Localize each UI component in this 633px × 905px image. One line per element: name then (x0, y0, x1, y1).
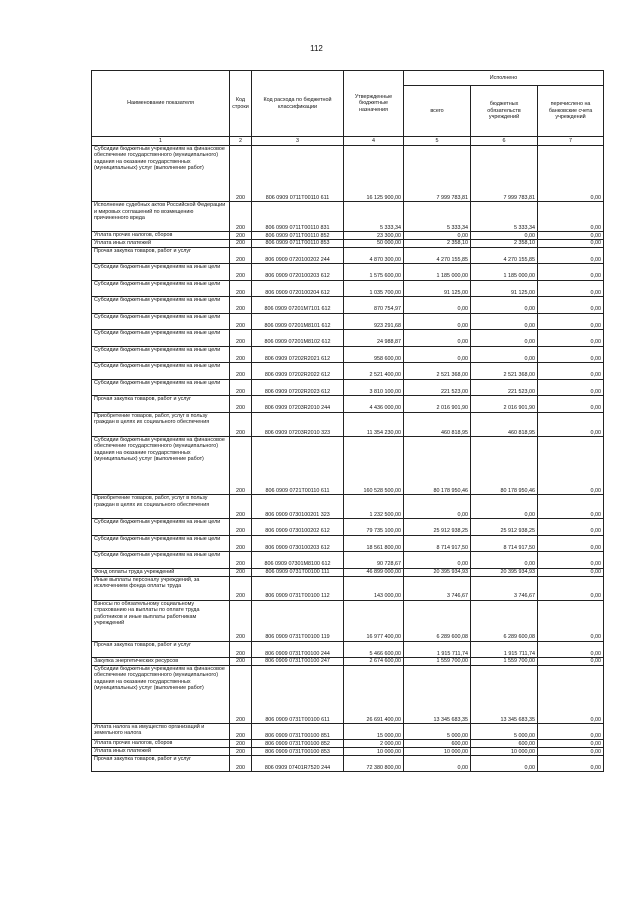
row-budget-code: 806 0909 0711T00110 852 (252, 232, 344, 240)
table-row (92, 552, 604, 568)
row-executed-total: 7 999 783,81 (404, 146, 471, 202)
row-executed-transferred: 0,00 (538, 264, 604, 280)
row-approved: 72 380 800,00 (344, 755, 404, 771)
column-number: 1 (92, 137, 230, 146)
page-number: 112 (310, 44, 323, 53)
row-approved: 2 521 400,00 (344, 363, 404, 379)
row-approved: 18 561 800,00 (344, 535, 404, 551)
row-code: 200 (230, 600, 252, 641)
row-budget-code: 806 0909 07301M8100 612 (252, 552, 344, 568)
column-number: 6 (471, 137, 538, 146)
row-name: Прочая закупка товаров, работ и услуг (92, 396, 230, 412)
row-executed-obligations: 2 358,10 (471, 240, 538, 248)
row-executed-transferred: 0,00 (538, 723, 604, 739)
row-budget-code: 806 0909 0731T00100 853 (252, 748, 344, 756)
table-body (92, 146, 604, 772)
row-budget-code: 806 0909 0730100202 612 (252, 519, 344, 535)
table-row (92, 658, 604, 666)
table-row (92, 396, 604, 412)
table-row (92, 313, 604, 329)
row-executed-obligations: 8 714 917,50 (471, 535, 538, 551)
row-executed-obligations: 91 125,00 (471, 280, 538, 296)
table-row (92, 665, 604, 723)
column-number: 4 (344, 137, 404, 146)
row-code: 200 (230, 755, 252, 771)
row-code: 200 (230, 519, 252, 535)
row-budget-code: 806 0909 07203R2010 244 (252, 396, 344, 412)
row-name: Субсидии бюджетным учреждениям на иные цели (92, 552, 230, 568)
row-name: Уплата налога на имущество организаций и земельного налога (92, 723, 230, 739)
row-executed-transferred: 0,00 (538, 232, 604, 240)
row-executed-obligations: 600,00 (471, 740, 538, 748)
row-name: Субсидии бюджетным учреждениям на финансовое обеспечение государственного (муниципального) задания на оказание государственных (муниципальных) услуг (выполнение работ) (92, 665, 230, 723)
row-code: 200 (230, 658, 252, 666)
row-code: 200 (230, 568, 252, 576)
column-number-row (92, 137, 604, 146)
row-executed-total: 0,00 (404, 755, 471, 771)
row-executed-obligations: 1 185 000,00 (471, 264, 538, 280)
row-executed-transferred: 0,00 (538, 740, 604, 748)
row-code: 200 (230, 146, 252, 202)
table-row (92, 436, 604, 494)
row-executed-transferred: 0,00 (538, 247, 604, 263)
column-number: 3 (252, 137, 344, 146)
row-budget-code: 806 0909 0731T00100 611 (252, 665, 344, 723)
table-row (92, 240, 604, 248)
table-row (92, 330, 604, 346)
row-budget-code: 806 0909 0731T00100 112 (252, 576, 344, 600)
row-code: 200 (230, 232, 252, 240)
row-executed-total: 0,00 (404, 552, 471, 568)
row-name: Исполнение судебных актов Российской Федерации и мировых соглашений по возмещению причиненного вреда (92, 202, 230, 232)
row-name: Приобретение товаров, работ, услуг в пользу граждан в целях их социального обеспечения (92, 495, 230, 519)
row-executed-transferred: 0,00 (538, 363, 604, 379)
row-executed-total: 13 345 683,35 (404, 665, 471, 723)
row-executed-transferred: 0,00 (538, 379, 604, 395)
row-executed-total: 0,00 (404, 313, 471, 329)
row-executed-obligations: 2 521 368,00 (471, 363, 538, 379)
header-budget-code: Код расхода по бюджетной классификации (252, 71, 344, 137)
table-row (92, 264, 604, 280)
row-executed-transferred: 0,00 (538, 552, 604, 568)
row-budget-code: 806 0909 07201M8101 612 (252, 313, 344, 329)
table-row (92, 280, 604, 296)
column-number: 2 (230, 137, 252, 146)
row-budget-code: 806 0909 0731T00100 851 (252, 723, 344, 739)
row-code: 200 (230, 495, 252, 519)
row-budget-code: 806 0909 0711T00110 611 (252, 146, 344, 202)
row-code: 200 (230, 641, 252, 657)
row-executed-transferred: 0,00 (538, 755, 604, 771)
row-executed-obligations: 221 523,00 (471, 379, 538, 395)
row-budget-code: 806 0909 0731T00100 111 (252, 568, 344, 576)
table-row (92, 748, 604, 756)
row-code: 200 (230, 297, 252, 313)
row-approved: 11 354 230,00 (344, 412, 404, 436)
row-budget-code: 806 0909 0720100202 244 (252, 247, 344, 263)
row-executed-total: 0,00 (404, 330, 471, 346)
row-executed-transferred: 0,00 (538, 313, 604, 329)
row-budget-code: 806 0909 07202R2023 612 (252, 379, 344, 395)
row-executed-transferred: 0,00 (538, 600, 604, 641)
row-budget-code: 806 0909 0711T00110 831 (252, 202, 344, 232)
row-approved: 15 000,00 (344, 723, 404, 739)
row-executed-total: 221 523,00 (404, 379, 471, 395)
table-row (92, 297, 604, 313)
row-budget-code: 806 0909 07203R2010 323 (252, 412, 344, 436)
row-executed-total: 2 358,10 (404, 240, 471, 248)
row-executed-obligations: 7 999 783,81 (471, 146, 538, 202)
row-budget-code: 806 0909 07201M7101 612 (252, 297, 344, 313)
row-executed-transferred: 0,00 (538, 412, 604, 436)
table-row (92, 576, 604, 600)
column-number: 7 (538, 137, 604, 146)
row-name: Иные выплаты персоналу учреждений, за исключением фонда оплаты труда (92, 576, 230, 600)
row-budget-code: 806 0909 0720100204 612 (252, 280, 344, 296)
row-approved: 1 232 500,00 (344, 495, 404, 519)
header-approved: Утвержденные бюджетные назначения (344, 71, 404, 137)
row-code: 200 (230, 280, 252, 296)
row-approved: 160 528 500,00 (344, 436, 404, 494)
table-row (92, 568, 604, 576)
row-executed-obligations: 5 333,34 (471, 202, 538, 232)
table-row (92, 723, 604, 739)
row-name: Субсидии бюджетным учреждениям на иные цели (92, 535, 230, 551)
table-row (92, 755, 604, 771)
row-executed-obligations: 0,00 (471, 346, 538, 362)
row-name: Субсидии бюджетным учреждениям на финансовое обеспечение государственного (муниципального) задания на оказание государственных (муниципальных) услуг (выполнение работ) (92, 436, 230, 494)
row-executed-obligations: 20 395 934,93 (471, 568, 538, 576)
row-executed-total: 1 915 711,74 (404, 641, 471, 657)
row-name: Уплата прочих налогов, сборов (92, 740, 230, 748)
row-executed-transferred: 0,00 (538, 436, 604, 494)
row-code: 200 (230, 740, 252, 748)
header-row-code: Код строки (230, 71, 252, 137)
row-code: 200 (230, 436, 252, 494)
row-executed-obligations: 13 345 683,35 (471, 665, 538, 723)
row-approved: 4 870 300,00 (344, 247, 404, 263)
row-name: Взносы по обязательному социальному страхованию на выплаты по оплате труда работников и иные выплаты работникам учреждений (92, 600, 230, 641)
header-executed-transferred: перечислено на банковские счета учреждений (538, 86, 604, 137)
row-code: 200 (230, 723, 252, 739)
row-approved: 24 988,87 (344, 330, 404, 346)
row-name: Прочая закупка товаров, работ и услуг (92, 755, 230, 771)
row-budget-code: 806 0909 0731T00100 244 (252, 641, 344, 657)
header-executed-total: всего (404, 86, 471, 137)
row-approved: 46 899 000,00 (344, 568, 404, 576)
row-executed-obligations: 1 915 711,74 (471, 641, 538, 657)
row-executed-transferred: 0,00 (538, 280, 604, 296)
row-name: Субсидии бюджетным учреждениям на иные цели (92, 363, 230, 379)
row-executed-transferred: 0,00 (538, 665, 604, 723)
row-name: Субсидии бюджетным учреждениям на иные цели (92, 280, 230, 296)
row-executed-transferred: 0,00 (538, 535, 604, 551)
row-executed-obligations: 0,00 (471, 552, 538, 568)
row-executed-transferred: 0,00 (538, 576, 604, 600)
row-code: 200 (230, 396, 252, 412)
row-approved: 143 000,00 (344, 576, 404, 600)
row-executed-total: 1 559 700,00 (404, 658, 471, 666)
row-executed-total: 1 185 000,00 (404, 264, 471, 280)
table-row (92, 247, 604, 263)
row-approved: 16 125 900,00 (344, 146, 404, 202)
row-executed-obligations: 5 000,00 (471, 723, 538, 739)
row-executed-obligations: 460 818,95 (471, 412, 538, 436)
header-executed: Исполнено (404, 71, 604, 86)
row-executed-transferred: 0,00 (538, 202, 604, 232)
row-executed-transferred: 0,00 (538, 330, 604, 346)
row-code: 200 (230, 412, 252, 436)
row-code: 200 (230, 247, 252, 263)
row-name: Прочая закупка товаров, работ и услуг (92, 641, 230, 657)
row-approved: 1 035 700,00 (344, 280, 404, 296)
row-executed-obligations: 4 270 155,85 (471, 247, 538, 263)
row-name: Субсидии бюджетным учреждениям на иные цели (92, 379, 230, 395)
row-budget-code: 806 0909 0721T00110 611 (252, 436, 344, 494)
row-executed-transferred: 0,00 (538, 658, 604, 666)
row-executed-transferred: 0,00 (538, 346, 604, 362)
table-row (92, 600, 604, 641)
header-executed-obligations: бюджетных обязательств учреждений (471, 86, 538, 137)
row-name: Прочая закупка товаров, работ и услуг (92, 247, 230, 263)
row-executed-obligations: 6 289 600,08 (471, 600, 538, 641)
row-executed-total: 4 270 155,85 (404, 247, 471, 263)
row-code: 200 (230, 346, 252, 362)
row-budget-code: 806 0909 0731T00100 852 (252, 740, 344, 748)
row-executed-total: 91 125,00 (404, 280, 471, 296)
table-row (92, 379, 604, 395)
row-code: 200 (230, 535, 252, 551)
row-executed-transferred: 0,00 (538, 641, 604, 657)
row-executed-transferred: 0,00 (538, 495, 604, 519)
row-code: 200 (230, 552, 252, 568)
row-name: Субсидии бюджетным учреждениям на иные цели (92, 297, 230, 313)
row-executed-transferred: 0,00 (538, 748, 604, 756)
row-code: 200 (230, 202, 252, 232)
row-executed-transferred: 0,00 (538, 240, 604, 248)
row-code: 200 (230, 665, 252, 723)
row-executed-obligations: 0,00 (471, 297, 538, 313)
row-executed-obligations: 0,00 (471, 755, 538, 771)
row-name: Субсидии бюджетным учреждениям на иные цели (92, 330, 230, 346)
row-executed-total: 2 016 901,90 (404, 396, 471, 412)
row-approved: 923 291,68 (344, 313, 404, 329)
table-row (92, 412, 604, 436)
row-approved: 90 728,67 (344, 552, 404, 568)
row-executed-total: 8 714 917,50 (404, 535, 471, 551)
row-executed-total: 3 746,67 (404, 576, 471, 600)
row-code: 200 (230, 240, 252, 248)
row-approved: 4 436 000,00 (344, 396, 404, 412)
column-number: 5 (404, 137, 471, 146)
row-executed-obligations: 3 746,67 (471, 576, 538, 600)
row-executed-total: 460 818,95 (404, 412, 471, 436)
row-approved: 5 333,34 (344, 202, 404, 232)
row-executed-total: 600,00 (404, 740, 471, 748)
row-budget-code: 806 0909 0720100203 612 (252, 264, 344, 280)
row-executed-obligations: 10 000,00 (471, 748, 538, 756)
table-row (92, 363, 604, 379)
row-name: Уплата иных платежей (92, 748, 230, 756)
row-executed-total: 10 000,00 (404, 748, 471, 756)
row-code: 200 (230, 748, 252, 756)
row-executed-total: 80 178 950,46 (404, 436, 471, 494)
row-executed-obligations: 0,00 (471, 495, 538, 519)
row-executed-total: 2 521 368,00 (404, 363, 471, 379)
row-approved: 16 977 400,00 (344, 600, 404, 641)
table-row (92, 232, 604, 240)
row-budget-code: 806 0909 0731T00100 119 (252, 600, 344, 641)
row-executed-total: 0,00 (404, 346, 471, 362)
row-budget-code: 806 0909 07202R2021 612 (252, 346, 344, 362)
row-approved: 79 735 100,00 (344, 519, 404, 535)
row-approved: 870 754,97 (344, 297, 404, 313)
row-approved: 2 000,00 (344, 740, 404, 748)
row-executed-transferred: 0,00 (538, 297, 604, 313)
row-code: 200 (230, 330, 252, 346)
row-executed-obligations: 80 178 950,46 (471, 436, 538, 494)
table-row (92, 535, 604, 551)
row-name: Субсидии бюджетным учреждениям на иные цели (92, 264, 230, 280)
row-executed-total: 0,00 (404, 232, 471, 240)
row-executed-transferred: 0,00 (538, 146, 604, 202)
row-executed-total: 5 000,00 (404, 723, 471, 739)
table-row (92, 495, 604, 519)
row-name: Фонд оплаты труда учреждений (92, 568, 230, 576)
row-approved: 5 466 600,00 (344, 641, 404, 657)
row-code: 200 (230, 379, 252, 395)
table-row (92, 146, 604, 202)
table-row (92, 519, 604, 535)
table-row (92, 346, 604, 362)
row-budget-code: 806 0909 07201M8102 612 (252, 330, 344, 346)
header-name: Наименование показателя (92, 71, 230, 137)
row-name: Приобретение товаров, работ, услуг в пользу граждан в целях их социального обеспечения (92, 412, 230, 436)
row-executed-obligations: 1 559 700,00 (471, 658, 538, 666)
table-row (92, 202, 604, 232)
row-code: 200 (230, 576, 252, 600)
row-approved: 23 300,00 (344, 232, 404, 240)
row-executed-total: 0,00 (404, 297, 471, 313)
table-row (92, 641, 604, 657)
row-approved: 50 000,00 (344, 240, 404, 248)
row-executed-obligations: 25 912 938,25 (471, 519, 538, 535)
row-name: Субсидии бюджетным учреждениям на иные цели (92, 313, 230, 329)
row-executed-transferred: 0,00 (538, 519, 604, 535)
row-name: Закупка энергетических ресурсов (92, 658, 230, 666)
row-code: 200 (230, 264, 252, 280)
row-executed-total: 25 912 938,25 (404, 519, 471, 535)
row-name: Уплата иных платежей (92, 240, 230, 248)
row-executed-transferred: 0,00 (538, 568, 604, 576)
row-budget-code: 806 0909 0731T00100 247 (252, 658, 344, 666)
row-budget-code: 806 0909 0730100203 612 (252, 535, 344, 551)
table-row (92, 740, 604, 748)
row-executed-obligations: 0,00 (471, 330, 538, 346)
row-name: Субсидии бюджетным учреждениям на иные цели (92, 519, 230, 535)
row-budget-code: 806 0909 07401R7520 244 (252, 755, 344, 771)
row-approved: 26 691 400,00 (344, 665, 404, 723)
row-executed-total: 5 333,34 (404, 202, 471, 232)
header-row-top (92, 71, 604, 86)
row-name: Уплата прочих налогов, сборов (92, 232, 230, 240)
row-executed-obligations: 0,00 (471, 313, 538, 329)
row-approved: 2 674 600,00 (344, 658, 404, 666)
row-approved: 10 000,00 (344, 748, 404, 756)
row-name: Субсидии бюджетным учреждениям на иные цели (92, 346, 230, 362)
row-executed-total: 6 289 600,08 (404, 600, 471, 641)
budget-execution-table (91, 70, 604, 772)
row-approved: 3 810 100,00 (344, 379, 404, 395)
row-name: Субсидии бюджетным учреждениям на финансовое обеспечение государственного (муниципального) задания на оказание государственных (муниципальных) услуг (выполнение работ) (92, 146, 230, 202)
row-approved: 958 600,00 (344, 346, 404, 362)
row-executed-total: 0,00 (404, 495, 471, 519)
row-executed-total: 20 395 934,93 (404, 568, 471, 576)
row-budget-code: 806 0909 0730100201 323 (252, 495, 344, 519)
row-executed-transferred: 0,00 (538, 396, 604, 412)
row-approved: 1 575 600,00 (344, 264, 404, 280)
row-code: 200 (230, 363, 252, 379)
row-budget-code: 806 0909 0711T00110 853 (252, 240, 344, 248)
row-executed-obligations: 2 016 901,90 (471, 396, 538, 412)
row-executed-obligations: 0,00 (471, 232, 538, 240)
row-code: 200 (230, 313, 252, 329)
row-budget-code: 806 0909 07202R2022 612 (252, 363, 344, 379)
